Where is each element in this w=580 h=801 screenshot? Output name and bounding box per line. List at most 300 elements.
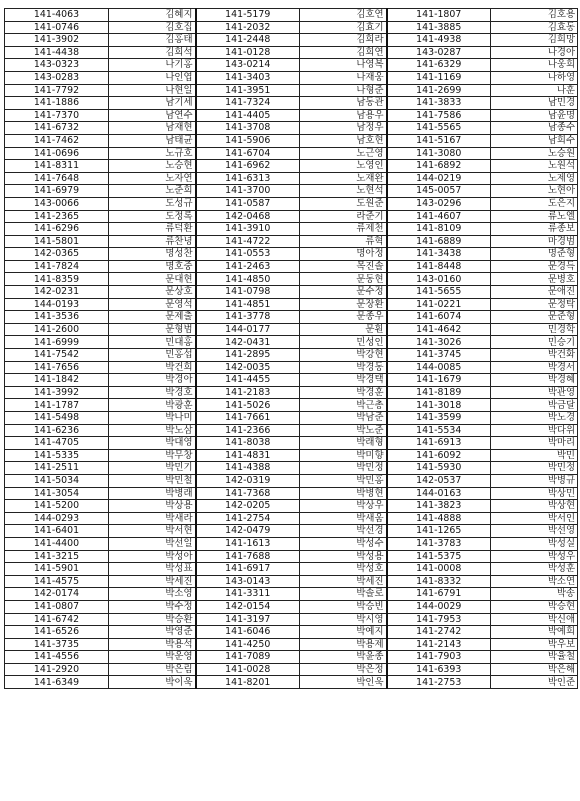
- member-number-cell: 141-5179: [196, 9, 300, 22]
- table-row: [5, 260, 578, 273]
- member-number-cell: 141-3026: [387, 336, 491, 349]
- member-number-cell: 141-6313: [196, 172, 300, 185]
- member-number-cell: 141-7370: [5, 109, 109, 122]
- member-number-cell: 143-0143: [196, 575, 300, 588]
- member-number-cell: 144-0085: [387, 361, 491, 374]
- member-name-cell: 박선경: [300, 525, 387, 538]
- member-name-cell: 문훤: [300, 323, 387, 336]
- member-name-cell: 민홍섭: [109, 349, 196, 362]
- member-name-cell: 박운영: [109, 651, 196, 664]
- member-number-cell: 144-0029: [387, 600, 491, 613]
- table-row: [5, 134, 578, 147]
- table-row: [5, 412, 578, 425]
- member-number-cell: 141-7586: [387, 109, 491, 122]
- member-number-cell: 141-2365: [5, 210, 109, 223]
- member-number-cell: 141-0807: [5, 600, 109, 613]
- member-number-cell: 141-7656: [5, 361, 109, 374]
- member-name-cell: 박세진: [109, 575, 196, 588]
- member-number-cell: 141-0587: [196, 197, 300, 210]
- member-name-cell: 민대홍: [109, 336, 196, 349]
- member-number-cell: 141-2366: [196, 424, 300, 437]
- member-number-cell: 142-0468: [196, 210, 300, 223]
- member-number-cell: 141-6074: [387, 311, 491, 324]
- member-name-cell: 도원준: [300, 197, 387, 210]
- member-name-cell: 나재웅: [300, 71, 387, 84]
- member-number-cell: 141-4455: [196, 374, 300, 387]
- member-name-cell: 박경아: [109, 374, 196, 387]
- member-name-cell: 노자연: [109, 172, 196, 185]
- member-name-cell: 노현아: [491, 185, 578, 198]
- member-number-cell: 141-3054: [5, 487, 109, 500]
- member-number-cell: 141-6917: [196, 563, 300, 576]
- member-number-cell: 145-0057: [387, 185, 491, 198]
- table-row: [5, 122, 578, 135]
- member-name-cell: 박대영: [109, 437, 196, 450]
- member-name-cell: 나웅희: [491, 59, 578, 72]
- member-name-cell: 박선일: [109, 537, 196, 550]
- member-number-cell: 141-3438: [387, 248, 491, 261]
- member-number-cell: 143-0066: [5, 197, 109, 210]
- member-name-cell: 박경호: [109, 386, 196, 399]
- member-number-cell: 141-4388: [196, 462, 300, 475]
- table-row: [5, 160, 578, 173]
- member-number-cell: 141-4722: [196, 235, 300, 248]
- member-name-cell: 박은해: [491, 663, 578, 676]
- member-name-cell: 박민홍: [300, 474, 387, 487]
- member-name-cell: 민경학: [491, 323, 578, 336]
- member-name-cell: 박민철: [109, 474, 196, 487]
- member-number-cell: 141-2511: [5, 462, 109, 475]
- member-roster-table: [4, 8, 578, 689]
- member-number-cell: 141-7089: [196, 651, 300, 664]
- member-number-cell: 141-2032: [196, 21, 300, 34]
- table-row: [5, 525, 578, 538]
- member-number-cell: 141-4575: [5, 575, 109, 588]
- member-name-cell: 김효기: [300, 21, 387, 34]
- member-name-cell: 박민기: [109, 462, 196, 475]
- member-number-cell: 141-2895: [196, 349, 300, 362]
- member-name-cell: 문형범: [109, 323, 196, 336]
- table-row: [5, 248, 578, 261]
- table-row: [5, 374, 578, 387]
- member-number-cell: 141-1679: [387, 374, 491, 387]
- member-number-cell: 141-3823: [387, 500, 491, 513]
- member-name-cell: 노승현: [109, 160, 196, 173]
- member-name-cell: 박경택: [300, 374, 387, 387]
- member-number-cell: 141-4556: [5, 651, 109, 664]
- member-name-cell: 박서인: [491, 512, 578, 525]
- member-number-cell: 141-4851: [196, 298, 300, 311]
- member-number-cell: 144-0193: [5, 298, 109, 311]
- member-name-cell: 박성우: [491, 550, 578, 563]
- member-number-cell: 141-7792: [5, 84, 109, 97]
- member-number-cell: 142-0479: [196, 525, 300, 538]
- table-row: [5, 298, 578, 311]
- member-name-cell: 남정우: [300, 122, 387, 135]
- member-name-cell: 민성인: [300, 336, 387, 349]
- member-number-cell: 141-2600: [5, 323, 109, 336]
- member-number-cell: 141-5167: [387, 134, 491, 147]
- member-name-cell: 박윤종: [300, 651, 387, 664]
- member-name-cell: 남재현: [109, 122, 196, 135]
- member-name-cell: 박새라: [109, 512, 196, 525]
- member-name-cell: 박경훈: [300, 386, 387, 399]
- table-row: [5, 9, 578, 22]
- member-number-cell: 141-6732: [5, 122, 109, 135]
- member-name-cell: 도은지: [491, 197, 578, 210]
- member-number-cell: 141-5034: [5, 474, 109, 487]
- member-number-cell: 141-0008: [387, 563, 491, 576]
- member-name-cell: 박래형: [300, 437, 387, 450]
- member-number-cell: 141-7661: [196, 412, 300, 425]
- member-number-cell: 141-3080: [387, 147, 491, 160]
- member-name-cell: 박율철: [491, 651, 578, 664]
- member-name-cell: 박신애: [491, 613, 578, 626]
- member-number-cell: 141-8332: [387, 575, 491, 588]
- member-number-cell: 141-3700: [196, 185, 300, 198]
- member-number-cell: 143-0160: [387, 273, 491, 286]
- member-name-cell: 박영준: [109, 626, 196, 639]
- member-number-cell: 141-4400: [5, 537, 109, 550]
- member-name-cell: 박근총: [300, 399, 387, 412]
- member-name-cell: 나영복: [300, 59, 387, 72]
- member-name-cell: 박성표: [109, 563, 196, 576]
- member-name-cell: 류덕환: [109, 223, 196, 236]
- member-name-cell: 도정록: [109, 210, 196, 223]
- member-name-cell: 나현일: [109, 84, 196, 97]
- member-name-cell: 박성아: [109, 550, 196, 563]
- member-name-cell: 명아정: [300, 248, 387, 261]
- member-number-cell: 141-3902: [5, 34, 109, 47]
- member-name-cell: 박상현: [491, 500, 578, 513]
- member-number-cell: 141-3783: [387, 537, 491, 550]
- member-number-cell: 141-8359: [5, 273, 109, 286]
- member-name-cell: 노규호: [109, 147, 196, 160]
- member-number-cell: 141-3885: [387, 21, 491, 34]
- table-row: [5, 500, 578, 513]
- member-number-cell: 141-5200: [5, 500, 109, 513]
- member-name-cell: 박성용: [300, 550, 387, 563]
- member-number-cell: 141-3833: [387, 97, 491, 110]
- member-name-cell: 박건화: [491, 349, 578, 362]
- roster-body: [5, 9, 578, 689]
- member-number-cell: 141-6913: [387, 437, 491, 450]
- member-name-cell: 박이욱: [109, 676, 196, 689]
- member-name-cell: 박경서: [491, 361, 578, 374]
- member-name-cell: 박승현: [491, 600, 578, 613]
- member-name-cell: 박소연: [491, 575, 578, 588]
- member-name-cell: 박노준: [300, 424, 387, 437]
- table-row: [5, 651, 578, 664]
- member-name-cell: 류제천: [300, 223, 387, 236]
- member-name-cell: 노재완: [300, 172, 387, 185]
- member-number-cell: 141-3018: [387, 399, 491, 412]
- member-number-cell: 141-6046: [196, 626, 300, 639]
- table-row: [5, 21, 578, 34]
- table-row: [5, 399, 578, 412]
- member-name-cell: 김호용: [491, 9, 578, 22]
- member-number-cell: 141-5901: [5, 563, 109, 576]
- member-name-cell: 문경득: [491, 260, 578, 273]
- table-row: [5, 286, 578, 299]
- member-name-cell: 박경혜: [491, 374, 578, 387]
- member-name-cell: 류종보: [491, 223, 578, 236]
- member-name-cell: 문동현: [300, 273, 387, 286]
- member-number-cell: 141-6889: [387, 235, 491, 248]
- member-number-cell: 141-3599: [387, 412, 491, 425]
- member-number-cell: 141-1613: [196, 537, 300, 550]
- member-number-cell: 141-7462: [5, 134, 109, 147]
- member-number-cell: 141-4705: [5, 437, 109, 450]
- member-name-cell: 남민경: [491, 97, 578, 110]
- member-name-cell: 문영석: [109, 298, 196, 311]
- member-number-cell: 141-7953: [387, 613, 491, 626]
- member-number-cell: 141-3403: [196, 71, 300, 84]
- member-name-cell: 박송: [491, 588, 578, 601]
- member-number-cell: 141-5498: [5, 412, 109, 425]
- member-name-cell: 박병규: [491, 474, 578, 487]
- member-number-cell: 144-0177: [196, 323, 300, 336]
- member-name-cell: 박승빈: [300, 600, 387, 613]
- member-number-cell: 141-6962: [196, 160, 300, 173]
- member-name-cell: 문장환: [300, 298, 387, 311]
- member-number-cell: 142-0154: [196, 600, 300, 613]
- member-number-cell: 141-2742: [387, 626, 491, 639]
- member-name-cell: 민승기: [491, 336, 578, 349]
- table-row: [5, 487, 578, 500]
- member-name-cell: 박병현: [300, 487, 387, 500]
- member-number-cell: 141-3910: [196, 223, 300, 236]
- member-number-cell: 141-1787: [5, 399, 109, 412]
- table-row: [5, 600, 578, 613]
- member-name-cell: 박선영: [491, 525, 578, 538]
- member-number-cell: 142-0174: [5, 588, 109, 601]
- member-name-cell: 박성호: [300, 563, 387, 576]
- member-number-cell: 141-7542: [5, 349, 109, 362]
- table-row: [5, 386, 578, 399]
- member-number-cell: 141-0128: [196, 46, 300, 59]
- table-row: [5, 626, 578, 639]
- member-number-cell: 141-4405: [196, 109, 300, 122]
- table-row: [5, 97, 578, 110]
- member-number-cell: 141-4938: [387, 34, 491, 47]
- member-name-cell: 박병래: [109, 487, 196, 500]
- member-number-cell: 143-0296: [387, 197, 491, 210]
- member-name-cell: 김효동: [491, 21, 578, 34]
- member-name-cell: 문병호: [491, 273, 578, 286]
- member-number-cell: 141-7903: [387, 651, 491, 664]
- member-name-cell: 김혜지: [109, 9, 196, 22]
- member-name-cell: 남동관: [300, 97, 387, 110]
- member-name-cell: 박용제: [300, 638, 387, 651]
- table-row: [5, 663, 578, 676]
- member-name-cell: 노준희: [109, 185, 196, 198]
- member-number-cell: 141-3311: [196, 588, 300, 601]
- table-row: [5, 424, 578, 437]
- table-row: [5, 273, 578, 286]
- member-name-cell: 류찬녕: [109, 235, 196, 248]
- member-number-cell: 141-0028: [196, 663, 300, 676]
- member-number-cell: 141-1807: [387, 9, 491, 22]
- member-name-cell: 박인준: [491, 676, 578, 689]
- member-name-cell: 남태균: [109, 134, 196, 147]
- member-name-cell: 김홍태: [109, 34, 196, 47]
- member-number-cell: 141-5026: [196, 399, 300, 412]
- table-row: [5, 172, 578, 185]
- member-name-cell: 김희연: [300, 46, 387, 59]
- member-number-cell: 141-2920: [5, 663, 109, 676]
- member-name-cell: 김희석: [109, 46, 196, 59]
- member-number-cell: 142-0431: [196, 336, 300, 349]
- member-number-cell: 141-6329: [387, 59, 491, 72]
- member-number-cell: 141-6296: [5, 223, 109, 236]
- member-number-cell: 141-7368: [196, 487, 300, 500]
- member-name-cell: 박민정: [300, 462, 387, 475]
- member-name-cell: 문준형: [491, 311, 578, 324]
- member-number-cell: 141-6999: [5, 336, 109, 349]
- member-name-cell: 박경동: [300, 361, 387, 374]
- member-number-cell: 141-4607: [387, 210, 491, 223]
- member-number-cell: 141-6704: [196, 147, 300, 160]
- table-row: [5, 349, 578, 362]
- member-name-cell: 박민: [491, 449, 578, 462]
- member-name-cell: 김호집: [109, 21, 196, 34]
- member-number-cell: 141-2754: [196, 512, 300, 525]
- member-number-cell: 141-6791: [387, 588, 491, 601]
- member-name-cell: 류혁: [300, 235, 387, 248]
- member-number-cell: 143-0283: [5, 71, 109, 84]
- table-row: [5, 361, 578, 374]
- member-name-cell: 박세진: [300, 575, 387, 588]
- table-row: [5, 613, 578, 626]
- member-number-cell: 141-4642: [387, 323, 491, 336]
- member-number-cell: 141-0746: [5, 21, 109, 34]
- member-name-cell: 나경아: [491, 46, 578, 59]
- table-row: [5, 563, 578, 576]
- member-name-cell: 박서현: [109, 525, 196, 538]
- member-name-cell: 마경범: [491, 235, 578, 248]
- member-number-cell: 141-0798: [196, 286, 300, 299]
- member-name-cell: 박상용: [109, 500, 196, 513]
- member-name-cell: 문수정: [300, 286, 387, 299]
- member-number-cell: 141-6401: [5, 525, 109, 538]
- member-number-cell: 141-2699: [387, 84, 491, 97]
- member-number-cell: 141-5375: [387, 550, 491, 563]
- member-name-cell: 박광훈: [109, 399, 196, 412]
- table-row: [5, 59, 578, 72]
- table-row: [5, 323, 578, 336]
- member-name-cell: 박용석: [109, 638, 196, 651]
- member-number-cell: 141-3197: [196, 613, 300, 626]
- member-name-cell: 박건희: [109, 361, 196, 374]
- member-number-cell: 141-3708: [196, 122, 300, 135]
- member-name-cell: 박우보: [491, 638, 578, 651]
- member-name-cell: 남연수: [109, 109, 196, 122]
- member-name-cell: 남윤명: [491, 109, 578, 122]
- member-name-cell: 박승환: [109, 613, 196, 626]
- member-name-cell: 나형준: [300, 84, 387, 97]
- member-number-cell: 141-5534: [387, 424, 491, 437]
- member-name-cell: 박성훈: [491, 563, 578, 576]
- member-number-cell: 141-7324: [196, 97, 300, 110]
- member-name-cell: 박노경: [491, 412, 578, 425]
- table-row: [5, 512, 578, 525]
- member-name-cell: 노근영: [300, 147, 387, 160]
- member-number-cell: 141-8109: [387, 223, 491, 236]
- member-number-cell: 141-1265: [387, 525, 491, 538]
- member-number-cell: 141-4250: [196, 638, 300, 651]
- member-number-cell: 141-2448: [196, 34, 300, 47]
- member-name-cell: 남기세: [109, 97, 196, 110]
- member-name-cell: 박마리: [491, 437, 578, 450]
- table-row: [5, 71, 578, 84]
- member-number-cell: 141-5906: [196, 134, 300, 147]
- member-number-cell: 141-6742: [5, 613, 109, 626]
- member-number-cell: 142-0537: [387, 474, 491, 487]
- table-row: [5, 474, 578, 487]
- member-name-cell: 박다위: [491, 424, 578, 437]
- member-number-cell: 141-4888: [387, 512, 491, 525]
- table-row: [5, 185, 578, 198]
- member-number-cell: 141-5335: [5, 449, 109, 462]
- member-name-cell: 박무창: [109, 449, 196, 462]
- member-name-cell: 문상호: [109, 286, 196, 299]
- member-name-cell: 김호연: [300, 9, 387, 22]
- member-name-cell: 박새움: [300, 512, 387, 525]
- member-number-cell: 141-7824: [5, 260, 109, 273]
- table-row: [5, 34, 578, 47]
- member-name-cell: 박금달: [491, 399, 578, 412]
- member-name-cell: 박상우: [300, 500, 387, 513]
- table-row: [5, 336, 578, 349]
- member-number-cell: 141-3745: [387, 349, 491, 362]
- member-name-cell: 박인욱: [300, 676, 387, 689]
- member-name-cell: 박관영: [491, 386, 578, 399]
- roster-sheet: [4, 8, 578, 689]
- member-name-cell: 남호현: [300, 134, 387, 147]
- table-row: [5, 638, 578, 651]
- table-row: [5, 575, 578, 588]
- member-name-cell: 명성찬: [109, 248, 196, 261]
- member-number-cell: 142-0205: [196, 500, 300, 513]
- table-row: [5, 449, 578, 462]
- member-number-cell: 141-2143: [387, 638, 491, 651]
- table-row: [5, 109, 578, 122]
- member-name-cell: 문애진: [491, 286, 578, 299]
- member-name-cell: 박예희: [491, 626, 578, 639]
- member-number-cell: 141-8311: [5, 160, 109, 173]
- member-name-cell: 남종수: [491, 122, 578, 135]
- member-name-cell: 박수정: [109, 600, 196, 613]
- member-number-cell: 141-6092: [387, 449, 491, 462]
- member-name-cell: 박상민: [491, 487, 578, 500]
- member-name-cell: 박솔로: [300, 588, 387, 601]
- member-number-cell: 141-6979: [5, 185, 109, 198]
- member-number-cell: 141-4831: [196, 449, 300, 462]
- member-number-cell: 141-1169: [387, 71, 491, 84]
- member-number-cell: 142-0035: [196, 361, 300, 374]
- member-number-cell: 141-2463: [196, 260, 300, 273]
- member-number-cell: 141-3735: [5, 638, 109, 651]
- member-name-cell: 박강현: [300, 349, 387, 362]
- table-row: [5, 311, 578, 324]
- member-number-cell: 141-3992: [5, 386, 109, 399]
- member-number-cell: 141-0221: [387, 298, 491, 311]
- member-name-cell: 박노삼: [109, 424, 196, 437]
- member-name-cell: 박성수: [300, 537, 387, 550]
- table-row: [5, 676, 578, 689]
- member-name-cell: 나기홍: [109, 59, 196, 72]
